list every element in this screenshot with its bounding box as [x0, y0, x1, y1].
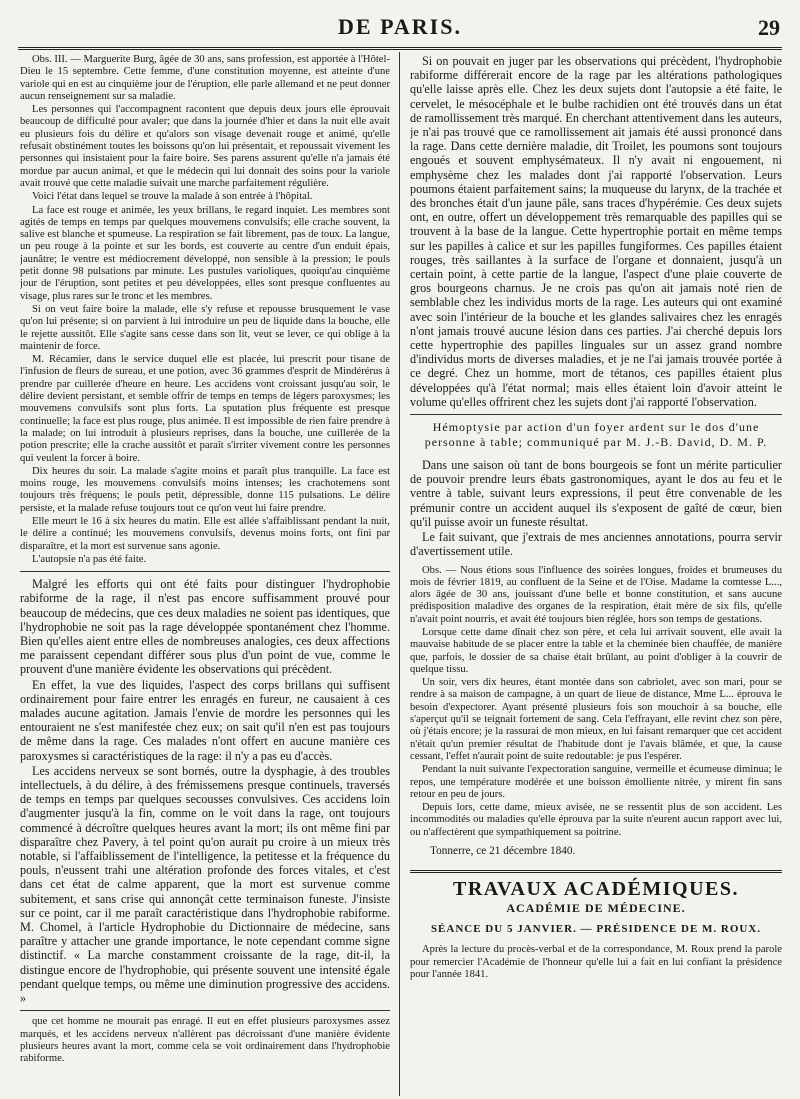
paragraph: Les personnes qui l'accompagnent racontent que depuis deux jours elle éprouvait beaucoup de difficulté pour avaler; que dans la journée d'hier et dans la nuit elle avait eu plusieurs fois du délire et qu'alors son visage devenait rouge et animé, qu'elle refusait obstinément toutes les boissons qu'on lui présentait, et repoussait vivement les personnes qui insistaient pour la faire boire. Ses parens assurent qu'elle n'a jamais été mordue par aucun animal, et que le médecin qui lui donnait des soins pour la variole avait trouvé que cette maladie suivait une marche parfaitement régulière.	[20, 104, 390, 189]
subsection-heading: ACADÉMIE DE MÉDECINE.	[506, 901, 686, 916]
separator	[410, 414, 782, 415]
paragraph: Les accidens nerveux se sont bornés, outre la dysphagie, à des troubles intellectuels, à du délire, à des frémissemens presque continuels, traversés de temps en temps par quelques secousses convulsives. Ces accidens loin d'augmenter jusqu'à la fin, comme on le voit dans la rage, ont toujours commencé à décroître quelques heures avant la mort; ils ont même fini par disparaître chez Pavery, à tel point qu'on aurait pu croire à un mieux très notable, si l'affaiblissement de l'intelligence, la petitesse et la fréquence du pouls, n'eussent trahi une altération profonde des forces vitales, et c'est dans cet état de calme apparent, que la mort est survenue comme subitement, et sans crise qui annonçât cette terminaison funeste. J'insiste sur ce point, car il me paraît caractéristique dans l'hydrophobie rabiforme. M. Chomel, à l'article Hydrophobie du Dictionnaire de médecine, sans paraître y attacher une grande importance, le note cependant comme signe distinctif. « La marche constamment croissante de la rage, dit-il, la distingue encore de l'hydrophobie, qui présente souvent une intensité égale pendant quelque temps, ou même une diminution progressive des accidens. »	[20, 763, 390, 1006]
article-intro	[410, 458, 782, 558]
paragraph: Pendant la nuit suivante l'expectoration sanguine, vermeille et écumeuse diminua; le repos, une température modérée et une boisson émolliente nitrée, y mirent fin sans retour en peu de jours.	[410, 764, 782, 800]
column-divider	[399, 52, 400, 1096]
paragraph: L'autopsie n'a pas été faite.	[32, 553, 147, 565]
paragraph: Voici l'état dans lequel se trouve la malade à son entrée à l'hôpital.	[32, 191, 313, 203]
signature-date: Tonnerre, ce 21 décembre 1840.	[430, 845, 576, 858]
paragraph: Dix heures du soir. La malade s'agite moins et paraît plus tranquille. La face est moins rouge, les mouvemens convulsifs moins intenses; les crachotemens sont toujours très fréquens; le pouls petit, dépressible, donne 115 pulsations. Le délire persiste, et la malade refuse toujours tout ce qu'on veut lui faire prendre.	[20, 465, 390, 514]
section-rule	[410, 870, 782, 873]
article-title: Hémoptysie par action d'un foyer ardent sur le dos d'une personne à table; communiqué par M. J.-B. David, D. M. P.	[424, 420, 768, 450]
paragraph: Obs. III. — Marguerite Burg, âgée de 30 ans, sans profession, est apportée à l'Hôtel-Dieu le 15 septembre. Cette femme, d'une constitution moyenne, est atteinte d'une variole qui en est au cinquième jour de l'éruption, elle parle allemand et ne peut donner aucun renseignement sur sa maladie.	[20, 54, 390, 102]
paragraph: Si on pouvait en juger par les observations qui précèdent, l'hydrophobie rabiforme différerait encore de la rage par les altérations pathologiques qu'elle laisse après elle. Chez les deux sujets dont l'autopsie a été faite, le cervelet, le mésocéphale et le bulbe rachidien ont été trouvés dans un état de ramollissement très marqué. En cherchant attentivement dans les auteurs, je n'ai pas trouvé que ce ramollissement ait jamais été aussi prononcé dans la rage. Dans cette dernière maladie, dit Troilet, les poumons sont toujours engoués et souvent emphysémateux. Il n'y avait ni engouement, ni emphysème chez les malades dont j'ai rapporté l'observation. Leurs poumons étaient parfaitement sains; la muqueuse du larynx, de la trachée et des bronches était d'un jaune pâle, sans traces d'hypérémie. Ces deux sujets ont, en outre, offert un développement très remarquable des papilles qui se trouvent à la base de la langue. Cette hypertrophie portait en même temps sur les papilles à calice et sur les papilles fungiformes. Ces papilles étaient rouges, très saillantes à la surface de l'organe et donnaient, jusqu'à un certain point, à cette partie de la langue, l'aspect d'une plaie couverte de gros bourgeons charnus. Je ne crois pas qu'on ait jamais noté rien de semblable chez les individus morts de la rage. Les auteurs qui ont examiné avec soin l'intérieur de la bouche et les glandes salivaires chez les enragés n'ont jamais trouvé aucune lésion dans ces parties. J'ai cherché depuis lors cette hypertrophie des papilles linguales sur un assez grand nombre d'individus morts de diverses maladies, et je ne l'ai jamais trouvée portée à ce degré. Chez un homme, mort de tétanos, ces papilles étaient plus développées qu'à l'état normal; mais elles étaient loin d'avoir atteint le volume qu'elles offrirent chez les sujets dont j'ai rapporté l'observation.	[410, 54, 782, 409]
observation-3	[20, 54, 390, 566]
continuation	[410, 54, 782, 409]
paragraph: que cet homme ne mourait pas enragé. Il eut en effet plusieurs paroxysmes assez marqués, et les accidens nerveux n'allèrent pas décroissant d'une manière évidente plusieurs heures avant la mort, comme cela se voit ordinairement dans l'hydrophobie rabiforme.	[20, 1016, 390, 1065]
paragraph: Elle meurt le 16 à six heures du matin. Elle est allée s'affaiblissant pendant la nuit, le délire a continué; les mouvemens convulsifs, devenus moins forts, ont fini par disparaître, et la mort est survenue sans agonie.	[20, 515, 390, 552]
paragraph: Le fait suivant, que j'extrais de mes anciennes annotations, pourra servir d'avertissement utile.	[410, 530, 782, 559]
separator	[20, 1010, 390, 1011]
left-column	[20, 54, 390, 1097]
paragraph: En effet, la vue des liquides, l'aspect des corps brillans qui suffisent ordinairement pour faire entrer les enragés en fureur, ne causaient à ces malades aucune agitation. Jamais l'envie de mordre les personnes qui les entouraient ne s'est manifestée chez eux; on sait qu'il n'en est pas toujours de même dans la rage. Ces malades n'ont offert en aucune manière ces paroxysmes si caractéristiques de la rage: il n'y a pas eu d'accès.	[20, 677, 390, 763]
session-heading: SÉANCE DU 5 JANVIER. — PRÉSIDENCE DE M. ROUX.	[430, 923, 762, 936]
paragraph: La face est rouge et animée, les yeux brillans, le regard inquiet. Les membres sont agités de temps en temps par quelques mouvemens convulsifs; elle crache souvent, la salive est blanche et spumeuse. La respiration se fait librement, pas de toux. La langue, un peu rouge à la pointe et sur les bords, est couverte au centre d'un enduit épais, jaunâtre; le ventre est médiocrement développé, non sensible à la pression; le pouls petit donne 98 pulsations par minute. Les pustules varioliques, quoiqu'au cinquième jour de l'éruption, sont petites et peu développées, elles sont presque confluentes au visage, plus rares sur le tronc et les membres.	[20, 204, 390, 302]
paragraph: Malgré les efforts qui ont été faits pour distinguer l'hydrophobie rabiforme de la rage, il n'est pas encore suffisamment prouvé pour beaucoup de médecins, que ces deux maladies ne soient pas identiques, que l'hydrophobie ne soit pas la rage développée spontanément chez l'homme. Bien qu'elles aient entre elles de nombreuses analogies, ces deux affections me paraissent cependant différer sous plus d'un point de vue, comme le prouvent d'une manière évidente les observations qui précèdent.	[20, 577, 390, 677]
paragraph: Un soir, vers dix heures, étant montée dans son cabriolet, avec son mari, pour se rendre à sa maison de campagne, à un quart de lieue de distance, Mme L... éprouva le besoin d'expectorer. Ayant présenté plusieurs fois son mouchoir à sa bouche, elle s'aperçut qu'il se teignait fortement de sang. Cela l'effrayant, elle revint chez son père, où j'étais encore; je la rassurai de mon mieux, en lui faisant remarquer que cet accident n'était qu'un premier résultat de l'habitude dont je l'avais blâmée, et que, la cause cessant, l'effet n'aurait point de suite redoutable: je pus l'espérer.	[410, 677, 782, 762]
paragraph: M. Récamier, dans le service duquel elle est placée, lui prescrit pour tisane de l'infusion de fleurs de sureau, et une potion, avec 36 grammes d'esprit de Mindérérus à prendre par cuillerée d'heure en heure. Les accidens vont croissant jusqu'au soir, le délire devient persistant, et semble offrir de temps en temps de légers paroxysmes; les mouvemens convulsifs sont plus forts. La sputation plus fréquente est presque continuelle; la face est plus rouge, plus animée. Il est impossible de rien faire prendre à la malade; on lui introduit à plusieurs reprises, dans la bouche, une cuillerée de la potion prescrite; elle la crache aussitôt et paraît s'irriter vivement contre les personnes qui veulent la forcer à boire.	[20, 354, 390, 464]
right-column	[410, 54, 782, 1097]
footnote	[20, 1016, 390, 1065]
paragraph: Après la lecture du procès-verbal et de la correspondance, M. Roux prend la parole pour remercier l'Académie de l'honneur qu'elle lui a fait en lui confiant la présidence pour l'année 1841.	[410, 944, 782, 980]
masthead-title: DE PARIS.	[338, 14, 462, 39]
paragraph: Si on veut faire boire la malade, elle s'y refuse et repousse brusquement le vase qu'on lui présente; si on parvient à lui introduire un peu de liquide dans la bouche, elle le rejette aussitôt. Elle s'agite sans cesse dans son lit, veut se lever, ce qui oblige à la maintenir de force.	[20, 303, 390, 352]
masthead	[0, 0, 800, 48]
session-text	[410, 944, 782, 981]
paragraph: Depuis lors, cette dame, mieux avisée, ne se ressentit plus de son accident. Les incommodités ou maladies qu'elle éprouva par la suite n'eurent aucun rapport avec lui, ou n'affectèrent que sympathiquement sa poitrine.	[410, 802, 782, 838]
page-number: 29	[758, 15, 780, 40]
paragraph: Obs. — Nous étions sous l'influence des soirées longues, froides et brumeuses du mois de février 1819, au confluent de la Seine et de l'Oise. Madame la comtesse L..., alors âgée de 30 ans, jouissant d'une belle et bonne constitution, et sans aucune prédisposition maladive des organes de la respiration, était mère de six fils, qu'elle n'avait point nourris, et avait été toujours bien réglée, hors son temps de gestations.	[410, 564, 782, 625]
discussion	[20, 577, 390, 1005]
section-heading: TRAVAUX ACADÉMIQUES.	[453, 878, 739, 901]
article-observation	[410, 565, 782, 840]
paragraph: Lorsque cette dame dînait chez son père, et cela lui arrivait souvent, elle avait la mauvaise habitude de se placer entre la table et la cheminée bien chauffée, de manière que, parfois, le dossier de sa chaise était brûlant, au point d'obliger à la couvrir de quelque tissu.	[410, 626, 782, 675]
separator	[20, 571, 390, 572]
paragraph: Dans une saison où tant de bons bourgeois se font un mérite particulier de pouvoir prendre leurs ébats gastronomiques, ayant le dos au feu et le ventre à table, suivant leurs expressions, il peut être convenable de les prémunir contre un accident auquel ils s'exposent de gaîté de cœur, bien qu'il puisse avoir un funeste résultat.	[410, 458, 782, 529]
masthead-rule	[18, 47, 782, 50]
